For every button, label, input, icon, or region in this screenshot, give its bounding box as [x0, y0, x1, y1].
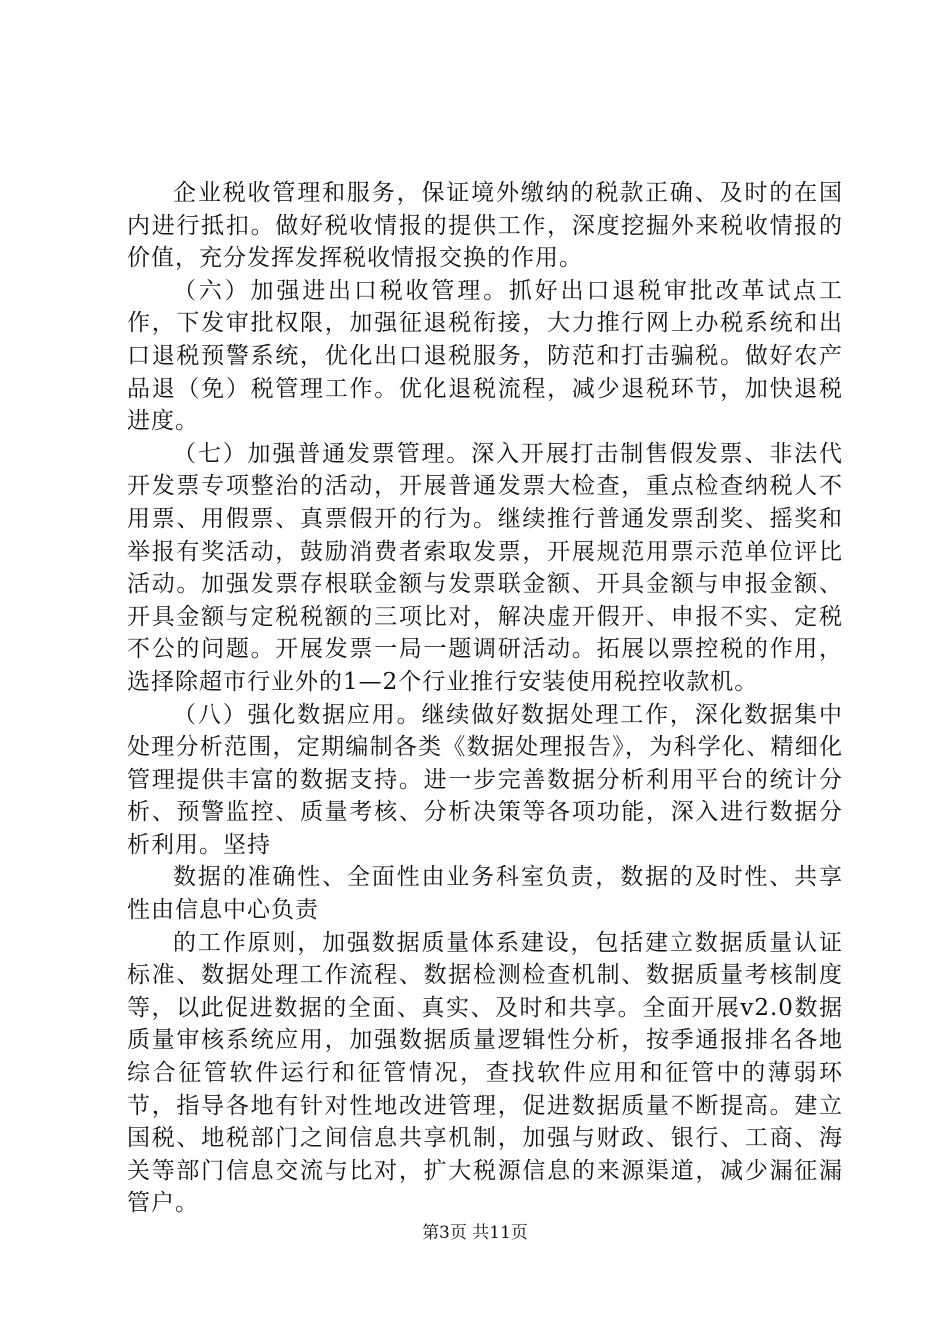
paragraph-invoice-management: （七）加强普通发票管理。深入开展打击制售假发票、非法代开发票专项整治的活动，开展普通发票大检查，重点检查纳税人不用票、用假票、真票假开的行为。继续推行普通发票刮奖、摇奖和举报有奖活动，鼓励消费者索取发票，开展规范用票示范单位评比活动。加强发票存根联金额与发票联金额、开具金额与申报金额、开具金额与定税税额的三项比对，解决虚开假开、申报不实、定税不公的问题。开展发票一局一题调研活动。拓展以票控税的作用，选择除超市行业外的1—2个行业推行安装使用税控收款机。 [127, 440, 843, 695]
document-body [127, 177, 843, 1220]
paragraph-data-quality: 的工作原则，加强数据质量体系建设，包括建立数据质量认证标准、数据处理工作流程、数据检测检查机制、数据质量考核制度等，以此促进数据的全面、真实、及时和共享。全面开展v2.0数据质量审核系统应用，加强数据质量逻辑性分析，按季通报排名各地综合征管软件运行和征管情况，查找软件应用和征管中的薄弱环节，指导各地有针对性地改进管理，促进数据质量不断提高。建立国税、地税部门之间信息共享机制，加强与财政、银行、工商、海关等部门信息交流与比对，扩大税源信息的来源渠道，减少漏征漏管户。 [127, 929, 843, 1217]
paragraph-data-responsibility: 数据的准确性、全面性由业务科室负责，数据的及时性、共享性由信息中心负责 [127, 864, 843, 924]
paragraph-export-tax-management: （六）加强进出口税收管理。抓好出口退税审批改革试点工作，下发审批权限，加强征退税衔接，大力推行网上办税系统和出口退税预警系统，优化出口退税服务，防范和打击骗税。做好农产品退（免）税管理工作。优化退税流程，减少退税环节，加快退税进度。 [127, 277, 843, 435]
page-number-footer: 第3页 共11页 [422, 1223, 528, 1243]
paragraph-tax-info-exchange: 企业税收管理和服务，保证境外缴纳的税款正确、及时的在国内进行抵扣。做好税收情报的提供工作，深度挖掘外来税收情报的价值，充分发挥发挥税收情报交换的作用。 [127, 180, 843, 272]
paragraph-data-application: （八）强化数据应用。继续做好数据处理工作，深化数据集中处理分析范围，定期编制各类《数据处理报告》，为科学化、精细化管理提供丰富的数据支持。进一步完善数据分析利用平台的统计分析、预警监控、质量考核、分析决策等各项功能，深入进行数据分析利用。坚持 [127, 701, 843, 858]
